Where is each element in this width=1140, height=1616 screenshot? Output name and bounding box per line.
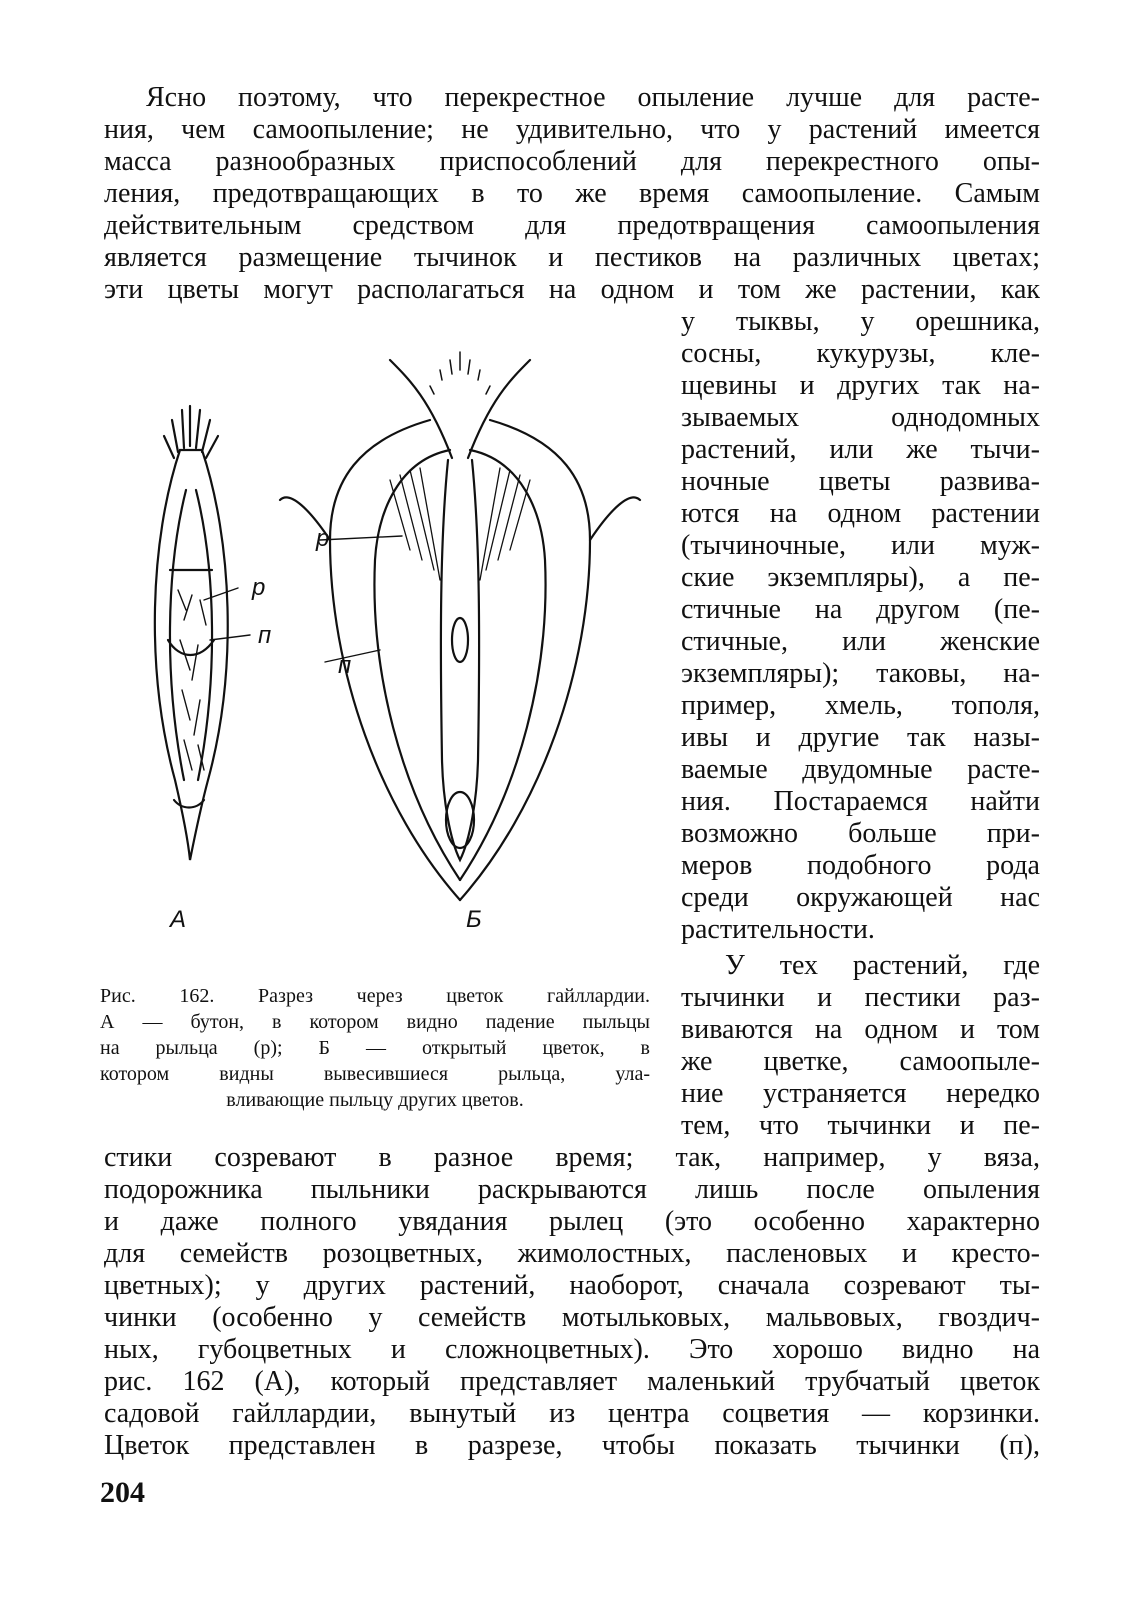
label-b: Б xyxy=(466,906,482,933)
text-line: У тех растений, где xyxy=(725,950,1040,981)
text-line: ние устраняется нередко xyxy=(681,1078,1040,1109)
text-line: ния, чем самоопыление; не удивительно, что у растений имеется xyxy=(104,114,1040,145)
text-line: ночные цветы развива- xyxy=(681,466,1040,497)
text-line: масса разнообразных приспособлений для перекрестного опы- xyxy=(104,146,1040,177)
text-line: виваются на одном и том xyxy=(681,1014,1040,1045)
text-line: действительным средством для предотвращения самоопыления xyxy=(104,210,1040,241)
text-line: для семейств розоцветных, жимолостных, пасленовых и кресто- xyxy=(104,1238,1040,1269)
text-line: возможно больше при- xyxy=(681,818,1040,849)
text-line: ваемые двудомные расте- xyxy=(681,754,1040,785)
text-line: цветных); у других растений, наоборот, сначала созревают ты- xyxy=(104,1270,1040,1301)
text-line: сосны, кукурузы, кле- xyxy=(681,338,1040,369)
text-line: и даже полного увядания рылец (это особенно характерно xyxy=(104,1206,1040,1237)
caption-line: А — бутон, в котором видно падение пыльцы xyxy=(100,1011,650,1033)
caption-line: на рыльца (р); Б — открытый цветок, в xyxy=(100,1037,650,1059)
text-line: у тыквы, у орешника, xyxy=(681,306,1040,337)
label-n-right: п xyxy=(338,652,352,679)
text-line: же цветке, самоопыле- xyxy=(681,1046,1040,1077)
label-n-left: п xyxy=(258,622,272,649)
text-line: стики созревают в разное время; так, например, у вяза, xyxy=(104,1142,1040,1173)
bud-drawing-a xyxy=(155,406,250,860)
caption-line: вливающие пыльцу других цветов. xyxy=(226,1089,524,1111)
text-line: экземпляры); таковы, на- xyxy=(681,658,1040,689)
text-line: стичные на другом (пе- xyxy=(681,594,1040,625)
text-line: щевины и других так на- xyxy=(681,370,1040,401)
page-number: 204 xyxy=(100,1476,145,1509)
text-line: растительности. xyxy=(681,914,875,945)
text-line: тычинки и пестики раз- xyxy=(681,982,1040,1013)
text-line: подорожника пыльники раскрываются лишь после опыления xyxy=(104,1174,1040,1205)
flower-drawing-b xyxy=(280,352,640,900)
text-line: садовой гайллардии, вынутый из центра соцветия — корзинки. xyxy=(104,1398,1040,1429)
text-line: эти цветы могут располагаться на одном и том же растении, как xyxy=(104,274,1040,305)
label-p-left: р xyxy=(252,574,266,601)
flower-section-figure xyxy=(120,340,660,940)
text-line: ления, предотвращающих в то же время самоопыление. Самым xyxy=(104,178,1040,209)
caption-line: Рис. 162. Разрез через цветок гайллардии. xyxy=(100,985,650,1007)
text-line: пример, хмель, тополя, xyxy=(681,690,1040,721)
text-line: меров подобного рода xyxy=(681,850,1040,881)
label-a: А xyxy=(170,906,187,933)
label-p-right: р xyxy=(316,525,330,552)
text-line: ния. Постараемся найти xyxy=(681,786,1040,817)
text-line: рис. 162 (А), который представляет маленький трубчатый цветок xyxy=(104,1366,1040,1397)
text-line: (тычиночные, или муж- xyxy=(681,530,1040,561)
text-line: зываемых однодомных xyxy=(681,402,1040,433)
caption-line: котором видны вывесившиеся рыльца, ула- xyxy=(100,1063,650,1085)
text-line: ются на одном растении xyxy=(681,498,1040,529)
text-line: является размещение тычинок и пестиков на различных цветах; xyxy=(104,242,1040,273)
text-line: стичные, или женские xyxy=(681,626,1040,657)
text-line: ивы и другие так назы- xyxy=(681,722,1040,753)
text-line: чинки (особенно у семейств мотыльковых, мальвовых, гвоздич- xyxy=(104,1302,1040,1333)
text-line: ские экземпляры), а пе- xyxy=(681,562,1040,593)
text-line: среди окружающей нас xyxy=(681,882,1040,913)
figure-caption xyxy=(100,983,650,1113)
text-line: Ясно поэтому, что перекрестное опыление лучше для расте- xyxy=(146,82,1040,113)
text-line: Цветок представлен в разрезе, чтобы показать тычинки (п), xyxy=(104,1430,1040,1461)
text-line: ных, губоцветных и сложноцветных). Это хорошо видно на xyxy=(104,1334,1040,1365)
text-line: растений, или же тычи- xyxy=(681,434,1040,465)
text-line: тем, что тычинки и пе- xyxy=(681,1110,1040,1141)
